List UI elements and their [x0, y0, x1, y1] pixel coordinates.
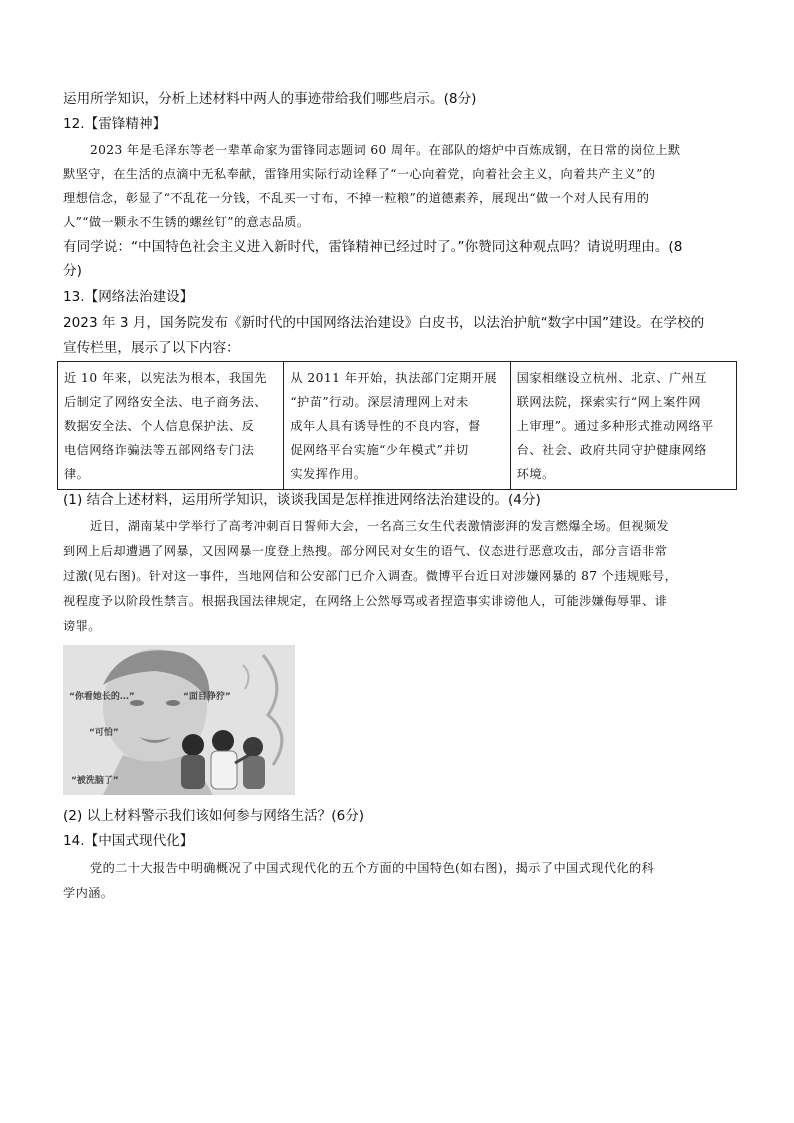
q11-question-tail: 运用所学知识，分析上述材料中两人的事迹带给我们哪些启示。(8分)	[63, 91, 477, 107]
table-cell-courts: 国家相继设立杭州、北京、广州互 联网法院，探索实行“网上案件网 上审理”。通过多种形式推动网络平 台、社会、政府共同守护健康网络 环境。	[510, 362, 736, 490]
q12-paragraph-line: 2023 年是毛泽东等老一辈革命家为雷锋同志题词 60 周年。在部队的熔炉中百炼成钢，在日常的岗位上默	[90, 143, 681, 157]
q13-material-line: 到网上后却遭遇了网暴，又因网暴一度登上热搜。部分网民对女生的语气、仪态进行恶意攻击，部分言语非常	[63, 544, 668, 558]
table-row	[58, 362, 737, 490]
q12-paragraph-line: 默坚守，在生活的点滴中无私奉献，雷锋用实际行动诠释了“一心向着党，向着社会主义，向着共产主义”的	[63, 167, 656, 181]
q12-question-line: 分)	[63, 263, 82, 279]
promo-board-table	[57, 361, 737, 490]
q13-sub1: (1) 结合上述材料，运用所学知识，谈谈我国是怎样推进网络法治建设的。(4分)	[63, 492, 541, 508]
q13-material-line: 过激(见右图)。针对这一事件，当地网信和公安部门已介入调查。微博平台近日对涉嫌网暴的 87 个违规账号，	[63, 569, 678, 583]
table-cell-laws: 近 10 年来，以宪法为根本，我国先 后制定了网络安全法、电子商务法、 数据安全法、个人信息保护法、反 电信网络诈骗法等五部网络专门法 律。	[58, 362, 284, 490]
figure-bubble: “可怕”	[89, 728, 119, 738]
table-cell-enforcement: 从 2011 年开始，执法部门定期开展 “护苗”行动。深层清理网上对未 成年人具有诱导性的不良内容，督 促网络平台实施“少年模式”并切 实发挥作用。	[284, 362, 510, 490]
q13-material-line: 谤罪。	[63, 619, 101, 633]
q13-sub2: (2) 以上材料警示我们该如何参与网络生活？(6分)	[63, 808, 365, 824]
figure-bubble: “你看她长的…”	[69, 692, 135, 702]
q12-paragraph-line: 人”“做一颗永不生锈的螺丝钉”的意志品质。	[63, 215, 310, 229]
q12-paragraph-line: 理想信念，彰显了“不乱花一分钱，不乱买一寸布，不掉一粒粮”的道德素养，展现出“做一个对人民有用的	[63, 191, 650, 205]
q13-material-line: 视程度予以阶段性禁言。根据我国法律规定，在网络上公然辱骂或者捏造事实诽谤他人，可能涉嫌侮辱罪、诽	[63, 594, 668, 608]
q14-heading: 14.【中国式现代化】	[63, 833, 194, 849]
q13-heading: 13.【网络法治建设】	[63, 289, 194, 305]
q14-paragraph-line: 党的二十大报告中明确概况了中国式现代化的五个方面的中国特色(如右图)，揭示了中国式现代化的科	[90, 861, 655, 875]
q13-material-line: 近日，湖南某中学举行了高考冲刺百日誓师大会，一名高三女生代表激情澎湃的发言燃爆全场。但视频发	[90, 519, 670, 533]
q13-intro-line: 宣传栏里，展示了以下内容：	[63, 340, 240, 356]
q14-paragraph-line: 学内涵。	[63, 886, 114, 900]
figure-bubble: “被洗脑了”	[71, 776, 119, 786]
cyberbullying-illustration	[63, 645, 295, 795]
q12-heading: 12.【雷锋精神】	[63, 116, 167, 132]
q12-question-line: 有同学说：“中国特色社会主义进入新时代，雷锋精神已经过时了。”你赞同这种观点吗？请说明理由。(8	[63, 239, 683, 255]
figure-bubble: “面目狰狞”	[183, 692, 231, 702]
q13-intro-line: 2023 年 3 月，国务院发布《新时代的中国网络法治建设》白皮书，以法治护航“数字中国”建设。在学校的	[63, 315, 705, 331]
